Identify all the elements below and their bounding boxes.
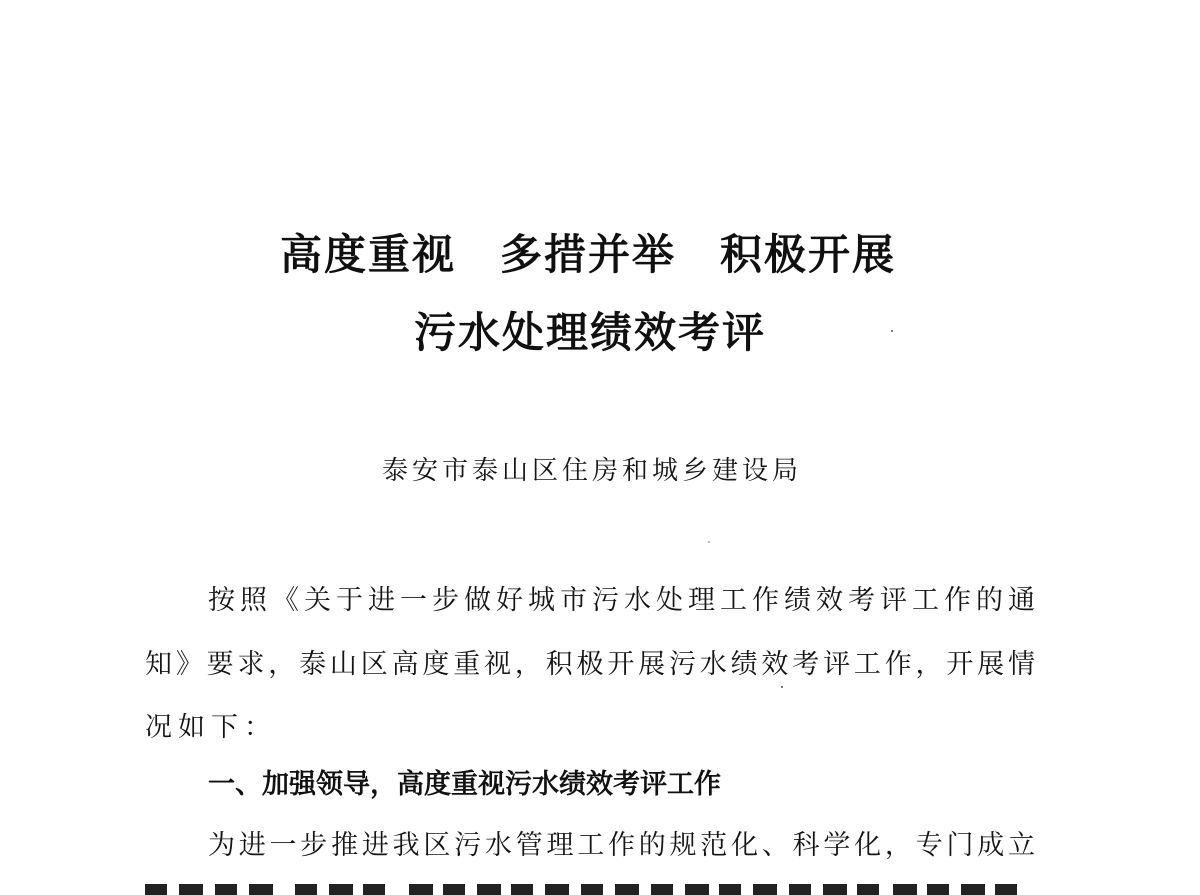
author-line: 泰安市泰山区住房和城乡建设局 [381, 456, 802, 486]
scan-speck [781, 686, 783, 688]
cut-off-text-line [145, 876, 1035, 895]
paragraph-1-line-1: 按照《关于进一步做好城市污水处理工作绩效考评工作的通 [208, 585, 1035, 616]
title-line-2: 污水处理绩效考评 [413, 308, 766, 357]
section-1-heading: 一、加强领导，高度重视污水绩效考评工作 [208, 769, 721, 800]
title-line-1: 高度重视 多措并举 积极开展 [279, 230, 896, 279]
scan-speck [708, 541, 710, 543]
paragraph-1-line-3: 况如下： [145, 712, 277, 743]
scan-speck [891, 330, 893, 332]
paragraph-2-line-1: 为进一步推进我区污水管理工作的规范化、科学化，专门成立 [208, 830, 1035, 861]
paragraph-1-line-2: 知》要求，泰山区高度重视，积极开展污水绩效考评工作，开展情 [145, 649, 1035, 680]
